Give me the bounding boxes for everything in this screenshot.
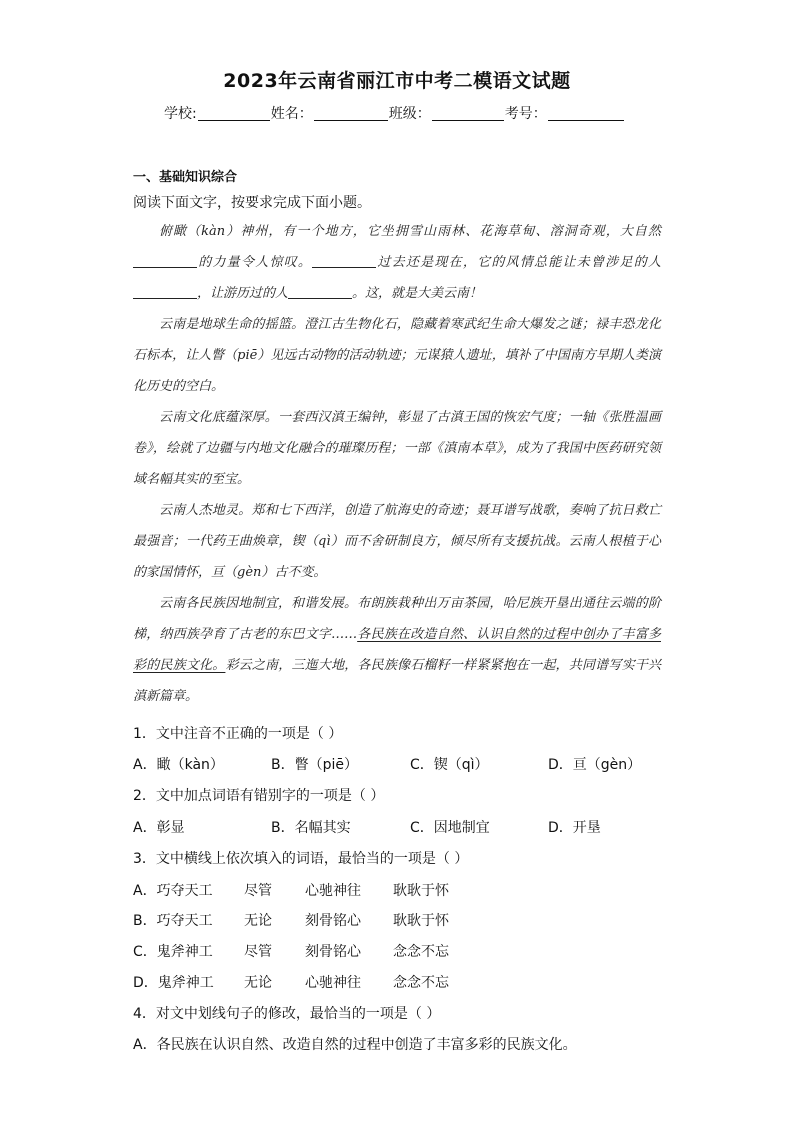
name-blank <box>314 106 388 121</box>
passage <box>133 216 661 712</box>
question-2-stem: 2．文中加点词语有错别字的一项是（ ） <box>133 788 385 804</box>
p1-part-e: 。这，就是大美云南！ <box>352 286 483 301</box>
q1-option-b[interactable]: B．瞥（piē） <box>271 757 358 773</box>
exam-no-blank <box>548 106 624 121</box>
passage-paragraph-2: 云南是地球生命的摇篮。澄江古生物化石，隐藏着寒武纪生命大爆发之谜；禄丰恐龙化石标本，让人瞥（piē）见远古动物的活动轨迹；元谋猿人遗址，填补了中国南方早期人类演化历史的空白。 <box>133 317 661 394</box>
class-blank <box>432 106 504 121</box>
q4-option-a[interactable]: A．各民族在认识自然、改造自然的过程中创造了丰富多彩的民族文化。 <box>133 1037 577 1053</box>
q3-option-a-word-3: 心驰神往 <box>305 883 361 899</box>
fill-blank-1 <box>133 255 197 268</box>
q2-option-d[interactable]: D．开垦 <box>548 820 601 836</box>
q3-option-b-word-4: 耿耿于怀 <box>393 913 449 929</box>
q3-option-c-word-3: 刻骨铭心 <box>305 944 361 960</box>
q3-option-b-word-3: 刻骨铭心 <box>305 913 361 929</box>
q1-option-a[interactable]: A．瞰（kàn） <box>133 757 224 773</box>
school-label: 学校: <box>164 106 197 122</box>
q3-option-d[interactable]: D．鬼斧神工 <box>133 975 214 991</box>
fill-blank-4 <box>288 286 352 299</box>
p5-part-a: 云南各民族因地制宜，和谐发展。布朗族栽种出万亩茶园，哈尼族开垦出通往云端的阶梯，纳西族孕育了古老的东巴文字…… <box>133 596 661 642</box>
q2-option-c[interactable]: C．因地制宜 <box>410 820 490 836</box>
p1-part-b: 的力量令人惊叹。 <box>197 255 313 270</box>
q3-option-a-word-4: 耿耿于怀 <box>393 883 449 899</box>
school-blank <box>198 106 270 121</box>
q3-option-c-word-2: 尽管 <box>244 944 272 960</box>
p5-part-b: 彩云之南，三迤大地，各民族像石榴籽一样紧紧抱在一起，共同谱写实干兴滇新篇章。 <box>133 658 661 704</box>
q3-option-a[interactable]: A．巧夺天工 <box>133 883 213 899</box>
passage-paragraph-1 <box>133 216 661 309</box>
p1-part-a: 俯瞰（kàn）神州，有一个地方，它坐拥雪山雨林、花海草甸、溶洞奇观，大自然 <box>159 224 661 239</box>
question-3-stem: 3．文中横线上依次填入的词语，最恰当的一项是（ ） <box>133 851 469 867</box>
p1-part-c: 过去还是现在，它的风情总能让未曾涉足的人 <box>376 255 661 270</box>
q3-option-d-word-3: 心驰神往 <box>305 975 361 991</box>
name-label: 姓名： <box>270 106 313 122</box>
q3-option-d-word-4: 念念不忘 <box>393 975 449 991</box>
q1-option-c[interactable]: C．锲（qì） <box>410 757 489 773</box>
section-heading: 一、基础知识综合 <box>133 170 238 185</box>
page-title: 2023年云南省丽江市中考二模语文试题 <box>223 70 571 92</box>
q2-option-b[interactable]: B．名幅其实 <box>271 820 351 836</box>
underlined-sentence: 各民族在改造自然、认识自然的过程中创办了丰富多彩的民族文化。 <box>133 627 661 673</box>
fill-blank-3 <box>133 286 197 299</box>
q2-option-a[interactable]: A．彰显 <box>133 820 185 836</box>
q3-option-b-word-2: 无论 <box>244 913 272 929</box>
instruction-text: 阅读下面文字，按要求完成下面小题。 <box>133 195 371 211</box>
passage-paragraph-5 <box>133 588 661 712</box>
p1-part-d: ，让游历过的人 <box>197 286 289 301</box>
passage-paragraph-4: 云南人杰地灵。郑和七下西洋，创造了航海史的奇迹；聂耳谱写战歌，奏响了抗日救亡最强音；一代药王曲焕章，锲（qì）而不舍研制良方，倾尽所有支援抗战。云南人根植于心的家国情怀，亘（gèn）古不变。 <box>133 503 661 580</box>
q3-option-a-word-2: 尽管 <box>244 883 272 899</box>
fill-blank-2 <box>312 255 376 268</box>
passage-paragraph-3: 云南文化底蕴深厚。一套西汉滇王编钟，彰显了古滇王国的恢宏气度；一轴《张胜温画卷》，绘就了边疆与内地文化融合的璀璨历程；一部《滇南本草》，成为了我国中医药研究领域名幅其实的至宝。 <box>133 410 661 487</box>
question-4-stem: 4．对文中划线句子的修改，最恰当的一项是（ ） <box>133 1006 441 1022</box>
q3-option-b[interactable]: B．巧夺天工 <box>133 913 213 929</box>
exam-no-label: 考号： <box>504 106 547 122</box>
q3-option-d-word-2: 无论 <box>244 975 272 991</box>
student-info-line <box>164 103 625 123</box>
q3-option-c-word-4: 念念不忘 <box>393 944 449 960</box>
question-1-stem: 1．文中注音不正确的一项是（ ） <box>133 726 343 742</box>
q3-option-c[interactable]: C．鬼斧神工 <box>133 944 213 960</box>
class-label: 班级： <box>388 106 431 122</box>
q1-option-d[interactable]: D．亘（gèn） <box>548 757 642 773</box>
